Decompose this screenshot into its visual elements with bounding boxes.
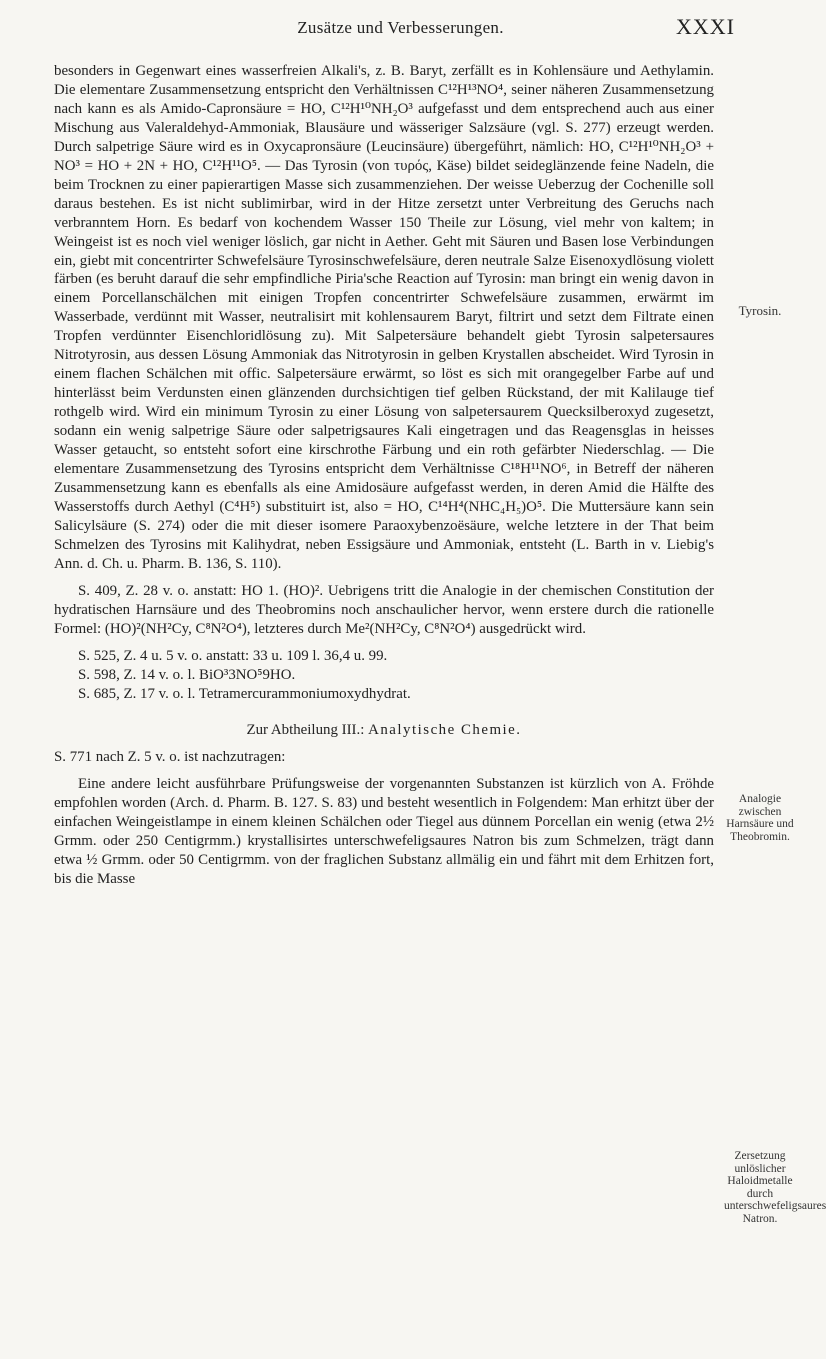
paragraph-harnsaeure: S. 409, Z. 28 v. o. anstatt: HO 1. (HO)². Uebrigens tritt die Analogie in der chemischen Constitution der hydratischen Harnsäure und des Theobromins noch anschaulicher hervor, wenn erstere durch die rationelle Formel: (HO)²(NH²Cy, C⁸N²O⁴), letzteres durch Me²(NH²Cy, C⁸N²O⁴) ausgedrückt wird.: [54, 582, 714, 637]
paragraph-froehde: Eine andere leicht ausführbare Prüfungsweise der vorgenannten Substanzen ist kürzlich von A. Fröhde empfohlen worden (Arch. d. Pharm. B. 127. S. 83) und besteht wesentlich in Folgendem: Man erhitzt über der einfachen Weingeistlampe in einem kleinen Schälchen oder Tiegel aus dünnem Porcellan ein wenig (etwa 2½ Grmm. oder 250 Centigrmm.) krystallisirtes unterschwefeligsaures Natron bis zum Schmelzen, trägt dann etwa ½ Grmm. oder 50 Centigrmm. von der fraglichen Substanz allmälig ein und fährt mit dem Erhitzen fort, bis die Masse: [54, 776, 714, 888]
running-head-title: Zusätze und Verbesserungen.: [297, 18, 504, 37]
correction-s685: S. 685, Z. 17 v. o. l. Tetramercurammoniumoxydhydrat.: [78, 685, 411, 702]
correction-s598: S. 598, Z. 14 v. o. l. BiO³3NO⁵9HO.: [78, 666, 296, 683]
main-text: [54, 62, 714, 889]
margin-note-tyrosin: Tyrosin.: [738, 303, 782, 318]
section-heading-prefix: Zur Abtheilung III.:: [246, 722, 365, 739]
page-number: XXXI: [676, 14, 735, 39]
addendum-intro: S. 771 nach Z. 5 v. o. ist nachzutragen:: [54, 749, 286, 766]
section-heading: [54, 721, 714, 740]
margin-note-analogie: Analogie zwischen Harnsäure und Theobromin.: [726, 793, 794, 843]
running-head: [0, 0, 801, 60]
section-heading-title: Analytische Chemie.: [368, 722, 522, 739]
margin-note-zersetzung: Zersetzung unlöslicher Haloidmetalle durch unterschwefeligsaures Natron.: [724, 1150, 826, 1225]
correction-s525: S. 525, Z. 4 u. 5 v. o. anstatt: 33 u. 109 l. 36,4 u. 99.: [78, 647, 388, 664]
paragraph-tyrosin: besonders in Gegenwart eines wasserfreien Alkali's, z. B. Baryt, zerfällt es in Kohlensäure und Aethylamin. Die elementare Zusammensetzung entspricht den Verhältnissen C¹²H¹³NO⁴, seiner näheren Zusammensetzung nach kann es als Amido-Capronsäure = HO, C¹²H¹⁰NH₂O³ aufgefasst und dem entsprechend auch aus einer Mischung aus Valeraldehyd-Ammoniak, Blausäure und wässeriger Salzsäure (vgl. S. 277) erzeugt werden. Durch salpetrige Säure wird es in Oxycapronsäure (Leucinsäure) übergeführt, nämlich: HO, C¹²H¹⁰NH₂O³ + NO³ = HO + 2N + HO, C¹²H¹¹O⁵. — Das Tyrosin (von τυρός, Käse) bildet seideglänzende feine Nadeln, die beim Trocknen zu einer papierartigen Masse sich zusammenziehen. Der weisse Ueberzug der Cochenille soll daraus bestehen. Es ist nicht sublimirbar, wird in der Hitze zersetzt unter Verbreitung des Geruchs nach verbranntem Horn. Es bedarf von kochendem Wasser 150 Theile zur Lösung, viel mehr von kaltem; in Weingeist ist es noch viel weniger löslich, gar nicht in Aether. Geht mit Säuren und Basen lose Verbindungen ein, giebt mit concentrirter Schwefelsäure Tyrosinschwefelsäure, deren neutrale Salze Eisenoxydlösung violett färben (es beruht darauf die sehr empfindliche Piria'sche Reaction auf Tyrosin: man bringt ein wenig davon in einem Porcellanschälchen mit einigen Tropfen concentrirter Schwefelsäure zusammen, erwärmt im Wasserbade, verdünnt mit Wasser, neutralisirt mit kohlensaurem Baryt, filtrirt und setzt dem Filtrate einen Tropfen verdünnter Eisenchloridlösung zu). Mit Salpetersäure behandelt giebt Tyrosin salpetersaures Nitrotyrosin, aus dessen Lösung Ammoniak das Nitrotyrosin in gelben Krystallen abscheidet. Wird Tyrosin in einem flachen Schälchen mit offic. Salpetersäure erwärmt, so löst es sich mit orangegelber Farbe auf und hinterlässt beim Verdunsten einen glänzenden durchsichtigen tief gelben Rückstand, der mit Kalilauge tief rothgelb wird. Wird ein minimum Tyrosin zu einer Lösung von salpetersaurem Quecksilberoxyd zugesetzt, sodann ein wenig salpetrige Säure oder salpetrigsaures Kali eingetragen und das Reagensglas in heisses Wasser getaucht, so entsteht sofort eine kirschrothe Färbung und ein roth gefärbter Niederschlag. — Die elementare Zusammensetzung des Tyrosins entspricht dem Verhältnisse C¹⁸H¹¹NO⁶, in Betreff der näheren Zusammensetzung kann es ebenfalls als eine Amidosäure aufgefasst werden, in deren Amid die Hälfte des Wasserstoffs durch Aethyl (C⁴H⁵) substituirt ist, also = HO, C¹⁴H⁴(NHC₄H₅)O⁵. Die Muttersäure kann sein Salicylsäure (S. 274) oder die mit dieser isomere Paraoxybenzoësäure, welche letztere in der That beim Schmelzen des Tyrosins mit Kalihydrat, neben Essigsäure und Ammoniak, entsteht (L. Barth in v. Liebig's Ann. d. Ch. u. Pharm. B. 136, S. 110).: [54, 63, 714, 572]
